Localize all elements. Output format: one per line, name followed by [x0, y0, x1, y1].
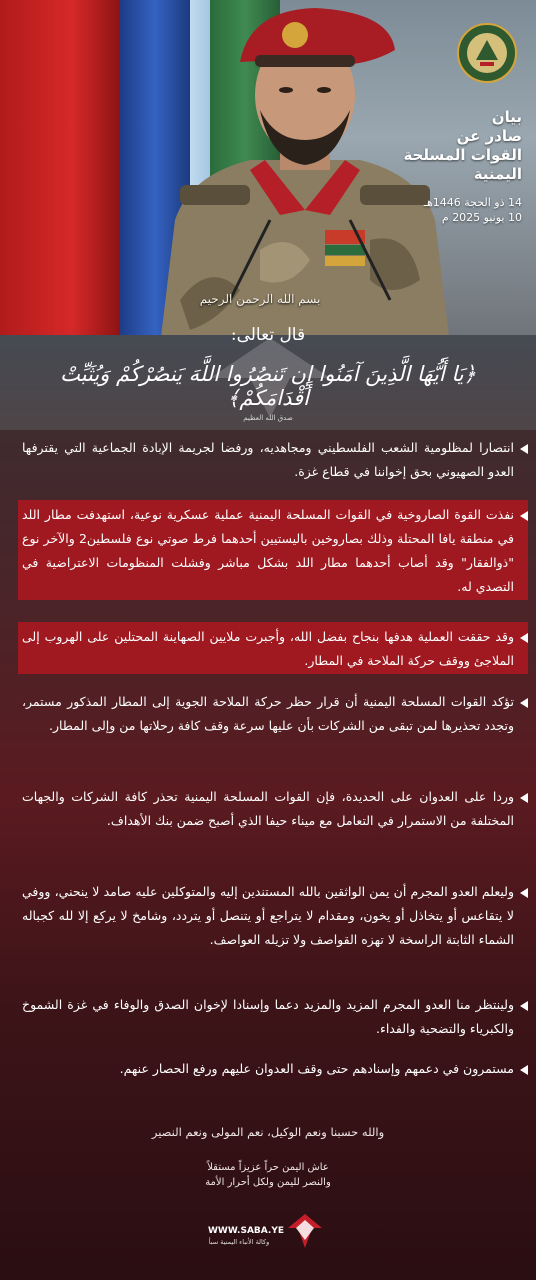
- bullet-triangle-icon: [520, 1065, 528, 1075]
- paragraph-text: وليعلم العدو المجرم أن يمن الواثقين بالله المستندين إليه والمتوكلين عليه صامد لا ينحني، ووفي لا يتقاعس أو يتخاذل أو يخون، ومقدام لا يتراجع أو يتنصل أو يتردد، وشامخ لا يركع إلا لله كجباله الشماء الثابتة الراسخة لا تهزه القواصف ولا تزيله العواصف.: [22, 884, 514, 947]
- closing-line: والله حسبنا ونعم الوكيل، نعم المولى ونعم النصير: [151, 1125, 385, 1139]
- title-line: اليمنية: [473, 165, 522, 183]
- paragraph-text: وقد حققت العملية هدفها بنجاح بفضل الله، وأجبرت ملايين الصهاينة المحتلين على الهروب إلى الملاجئ ووقف حركة الملاحة في المطار.: [22, 629, 514, 668]
- saba-url[interactable]: WWW.SABA.YE: [208, 1226, 284, 1236]
- bullet-triangle-icon: [520, 633, 528, 643]
- date-block: [352, 195, 522, 225]
- quran-intro: قال تعالى:: [230, 325, 306, 345]
- saba-agency-name: وكالة الأنباء اليمنية سبأ: [208, 1238, 270, 1246]
- paragraph-text: نفذت القوة الصاروخية في القوات المسلحة اليمنية عملية عسكرية نوعية، استهدفت مطار اللد في منطقة يافا المحتلة وذلك بصاروخين باليستيين أحدهما فرط صوتي نوع فلسطين2 والآخر نوع "ذوالفقار" وقد أصاب أحدهما مطار اللد بشكل مباشر وفشلت المنظومات الاعتراضية في التصدي له.: [22, 507, 514, 594]
- statement-paragraph: [22, 785, 514, 833]
- header-photo: [0, 0, 536, 345]
- bullet-triangle-icon: [520, 888, 528, 898]
- statement-paragraph: [22, 993, 514, 1041]
- statement-paragraph: [22, 625, 514, 673]
- flag-red: [0, 0, 120, 345]
- sadaq-text: صدق الله العظيم: [243, 414, 293, 422]
- bullet-triangle-icon: [520, 698, 528, 708]
- closing-slogan: [0, 1160, 536, 1190]
- slogan-line: عاش اليمن حراً عزيزاً مستقلاً: [207, 1162, 329, 1173]
- statement-paragraph: [22, 880, 514, 952]
- statement-paragraph: [22, 1057, 514, 1081]
- paragraph-text: ولينتظر منا العدو المجرم المزيد والمزيد دعما وإسنادا لإخوان الصدق والوفاء في غزة الشموخ والكبرياء والتضحية والفداء.: [22, 997, 514, 1036]
- title-line: بيان: [491, 108, 522, 126]
- paragraph-text: مستمرون في دعمهم وإسنادهم حتى وقف العدوان عليهم ورفع الحصار عنهم.: [119, 1061, 514, 1076]
- armed-forces-emblem-icon: [456, 22, 518, 84]
- paragraph-text: وردا على العدوان على الحديدة، فإن القوات المسلحة اليمنية تحذر كافة الشركات والجهات المختلفة من الاستمرار في التعامل مع ميناء حيفا الذي أصبح ضمن بنك الأهداف.: [22, 789, 514, 828]
- title-line: القوات المسلحة: [403, 146, 522, 164]
- bullet-triangle-icon: [520, 1001, 528, 1011]
- bullet-triangle-icon: [520, 793, 528, 803]
- statement-paragraph: [22, 690, 514, 738]
- quran-ayah: ﴿يَا أَيُّهَا الَّذِينَ آمَنُوا إِن تَنصُرُوا اللَّهَ يَنصُرْكُمْ وَيُثَبِّتْ أَقْدَامَكُمْ﴾: [60, 362, 476, 410]
- paragraph-text: انتصارا لمظلومية الشعب الفلسطيني ومجاهديه، ورفضا لجريمة الإبادة الجماعية التي يقترفها العدو الصهيوني بحق إخواننا في قطاع غزة.: [22, 440, 514, 479]
- date-hijri: 14 ذو الحجة 1446هـ: [423, 196, 522, 209]
- statement-paragraph: [22, 436, 514, 484]
- statement-paragraph: [22, 503, 514, 599]
- title-line: صادر عن: [456, 127, 522, 145]
- slogan-line: والنصر لليمن ولكل أحرار الأمة: [205, 1177, 331, 1188]
- bullet-triangle-icon: [520, 511, 528, 521]
- basmala-text: بسم الله الرحمن الرحيم: [199, 292, 321, 306]
- saba-logo-icon: [282, 1210, 328, 1252]
- date-gregorian: 10 يونيو 2025 م: [441, 211, 522, 224]
- paragraph-text: تؤكد القوات المسلحة اليمنية أن قرار حظر حركة الملاحة الجوية إلى المطار المذكور مستمر، وتجدد تحذيرها لمن تبقى من الشركات بأن عليها سرعة وقف كافة رحلاتها من وإلى المطار.: [22, 694, 514, 733]
- statement-title: [372, 108, 522, 184]
- bullet-triangle-icon: [520, 444, 528, 454]
